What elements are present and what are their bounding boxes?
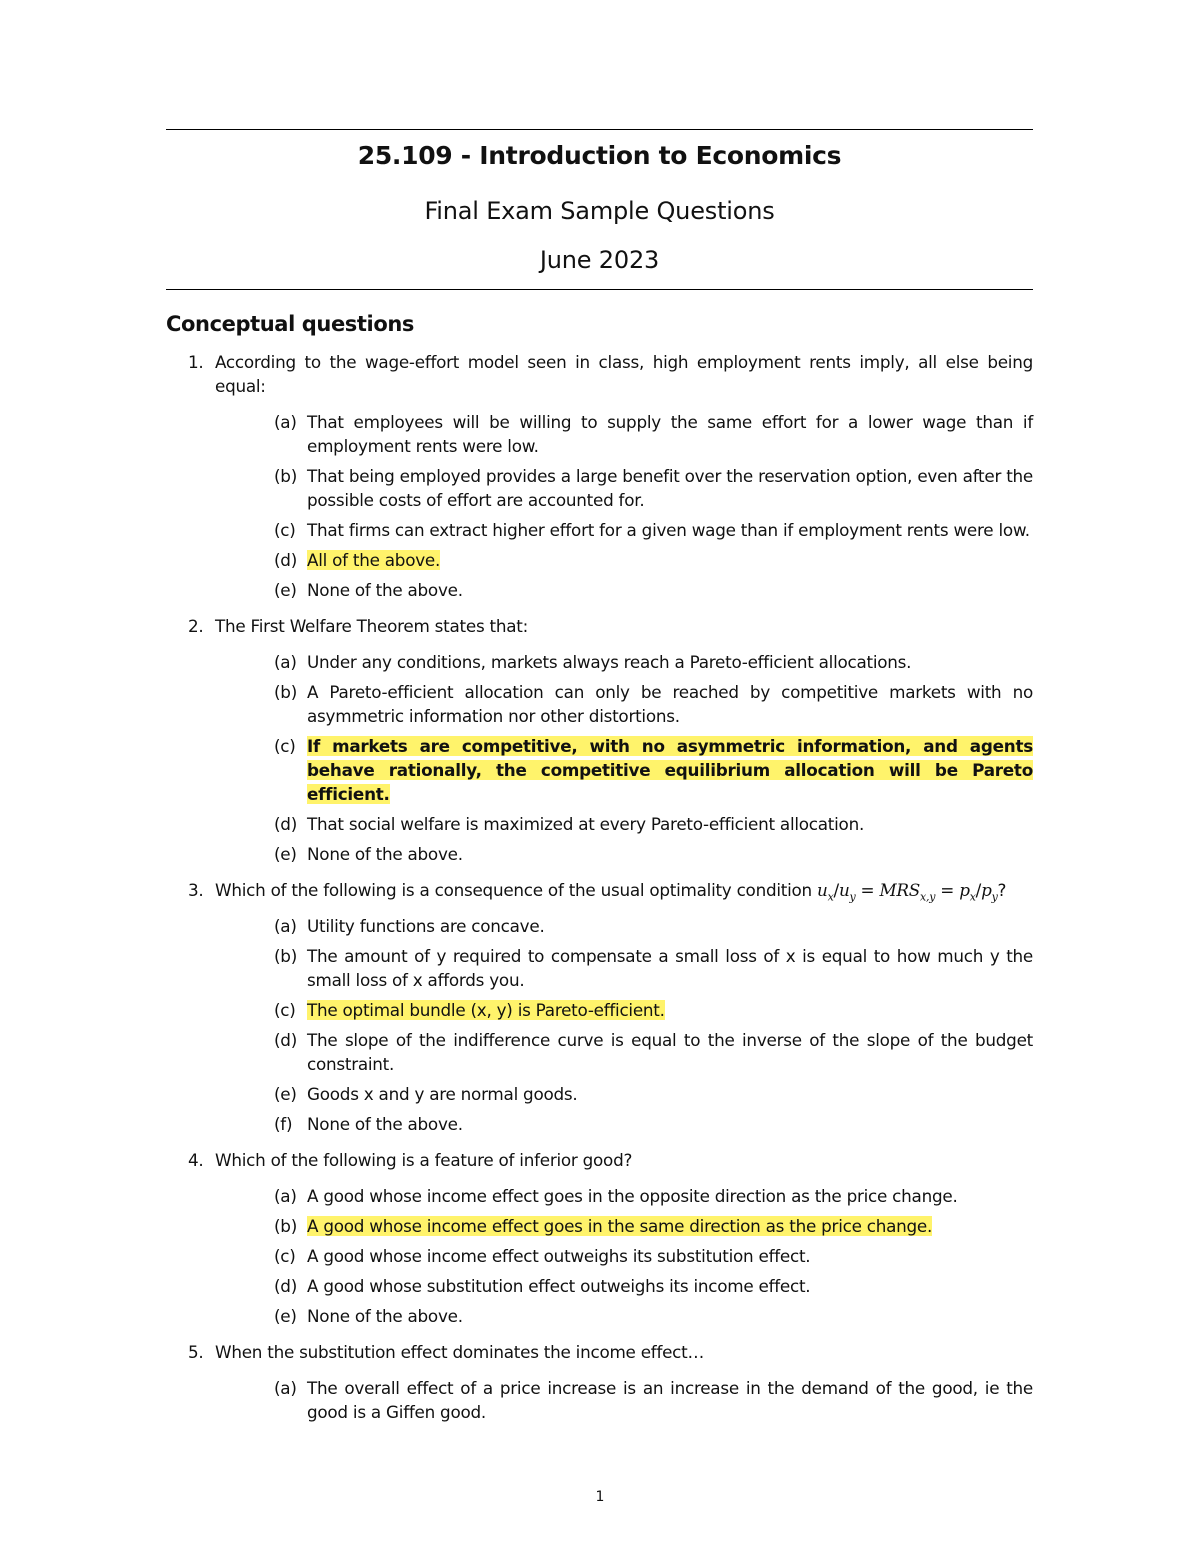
option-text: Under any conditions, markets always reach a Pareto-efficient allocations. xyxy=(307,652,912,672)
question-2 xyxy=(166,614,1033,866)
option-d xyxy=(215,812,1033,836)
option-label: (c) xyxy=(274,520,296,540)
option-c xyxy=(215,1244,1033,1268)
question-3 xyxy=(166,878,1033,1136)
option-text: None of the above. xyxy=(307,1114,463,1134)
option-label: (c) xyxy=(274,1246,296,1266)
top-rule xyxy=(166,129,1033,130)
option-label: (b) xyxy=(274,466,297,486)
option-text: That social welfare is maximized at every Pareto-efficient allocation. xyxy=(307,814,865,834)
option-text: A Pareto-efficient allocation can only be reached by competitive markets with no asymmetric information nor other distortions. xyxy=(307,682,1033,726)
option-label: (e) xyxy=(274,844,297,864)
option-text: None of the above. xyxy=(307,580,463,600)
document-date: June 2023 xyxy=(539,246,660,274)
option-a xyxy=(215,410,1033,458)
option-label: (b) xyxy=(274,1216,297,1236)
question-text-prefix: Which of the following is a consequence of the usual optimality condition xyxy=(215,880,817,900)
question-text: Which of the following is a feature of inferior good? xyxy=(215,1150,633,1170)
option-a xyxy=(215,650,1033,674)
option-text: That being employed provides a large benefit over the reservation option, even after the possible costs of effort are accounted for. xyxy=(307,466,1033,510)
option-text: The overall effect of a price increase is an increase in the demand of the good, ie the good is a Giffen good. xyxy=(307,1378,1033,1422)
option-c xyxy=(215,518,1033,542)
optimality-condition-formula: $u_x/u_y = MRS_{x,y} = p_x/p_y$ xyxy=(817,880,998,904)
option-e xyxy=(215,842,1033,866)
option-text: Goods x and y are normal goods. xyxy=(307,1084,578,1104)
question-number: 2. xyxy=(188,616,204,636)
option-d xyxy=(215,1274,1033,1298)
option-text: The amount of y required to compensate a small loss of x is equal to how much y the small loss of x affords you. xyxy=(307,946,1033,990)
option-text: None of the above. xyxy=(307,844,463,864)
option-label: (d) xyxy=(274,1030,297,1050)
option-a xyxy=(215,1184,1033,1208)
question-number: 4. xyxy=(188,1150,204,1170)
option-label: (b) xyxy=(274,682,297,702)
question-4 xyxy=(166,1148,1033,1328)
option-label: (a) xyxy=(274,1186,297,1206)
option-label: (e) xyxy=(274,1084,297,1104)
option-label: (e) xyxy=(274,580,297,600)
option-text: The slope of the indifference curve is equal to the inverse of the slope of the budget constraint. xyxy=(307,1030,1033,1074)
option-e xyxy=(215,578,1033,602)
option-label: (a) xyxy=(274,652,297,672)
option-label: (e) xyxy=(274,1306,297,1326)
page-number: 1 xyxy=(595,1489,605,1505)
option-label: (d) xyxy=(274,1276,297,1296)
question-text: According to the wage-effort model seen in class, high employment rents imply, all else being equal: xyxy=(215,352,1033,396)
option-label: (a) xyxy=(274,916,297,936)
option-label: (a) xyxy=(274,1378,297,1398)
option-text: A good whose substitution effect outweighs its income effect. xyxy=(307,1276,811,1296)
question-text: When the substitution effect dominates the income effect… xyxy=(215,1342,705,1362)
question-list xyxy=(166,350,1033,1436)
option-label: (c) xyxy=(274,1000,296,1020)
question-text: The First Welfare Theorem states that: xyxy=(215,616,529,636)
option-a xyxy=(215,914,1033,938)
option-text: Utility functions are concave. xyxy=(307,916,545,936)
question-text-suffix: ? xyxy=(997,880,1007,900)
option-b xyxy=(215,944,1033,992)
question-text xyxy=(215,878,1033,902)
option-text: A good whose income effect outweighs its substitution effect. xyxy=(307,1246,811,1266)
option-label: (a) xyxy=(274,412,297,432)
option-f xyxy=(215,1112,1033,1136)
question-5 xyxy=(166,1340,1033,1424)
question-number: 1. xyxy=(188,352,204,372)
option-e xyxy=(215,1304,1033,1328)
option-d xyxy=(215,1028,1033,1076)
option-b xyxy=(215,680,1033,728)
option-text: The optimal bundle (x, y) is Pareto-efficient. xyxy=(307,1000,665,1020)
option-text: None of the above. xyxy=(307,1306,463,1326)
option-label: (b) xyxy=(274,946,297,966)
course-title: 25.109 - Introduction to Economics xyxy=(357,141,842,170)
question-1 xyxy=(166,350,1033,602)
option-d-highlighted-answer xyxy=(215,548,1033,572)
document-subtitle: Final Exam Sample Questions xyxy=(424,197,775,225)
option-text: All of the above. xyxy=(307,550,441,570)
option-label: (d) xyxy=(274,550,297,570)
option-text: A good whose income effect goes in the same direction as the price change. xyxy=(307,1216,933,1236)
option-text: That employees will be willing to supply the same effort for a lower wage than if employment rents were low. xyxy=(307,412,1033,456)
option-label: (c) xyxy=(274,736,296,756)
option-c-highlighted-answer xyxy=(215,734,1033,806)
option-text: That firms can extract higher effort for a given wage than if employment rents were low. xyxy=(307,520,1030,540)
option-b-highlighted-answer xyxy=(215,1214,1033,1238)
option-c-highlighted-answer xyxy=(215,998,1033,1022)
option-e xyxy=(215,1082,1033,1106)
option-b xyxy=(215,464,1033,512)
question-number: 3. xyxy=(188,880,204,900)
option-label: (f) xyxy=(274,1114,293,1134)
question-number: 5. xyxy=(188,1342,204,1362)
option-text: If markets are competitive, with no asymmetric information, and agents behave rationally, the competitive equilibrium allocation will be Pareto efficient. xyxy=(307,736,1033,804)
option-label: (d) xyxy=(274,814,297,834)
section-heading: Conceptual questions xyxy=(166,312,415,336)
option-a xyxy=(215,1376,1033,1424)
bottom-rule xyxy=(166,289,1033,290)
option-text: A good whose income effect goes in the opposite direction as the price change. xyxy=(307,1186,958,1206)
